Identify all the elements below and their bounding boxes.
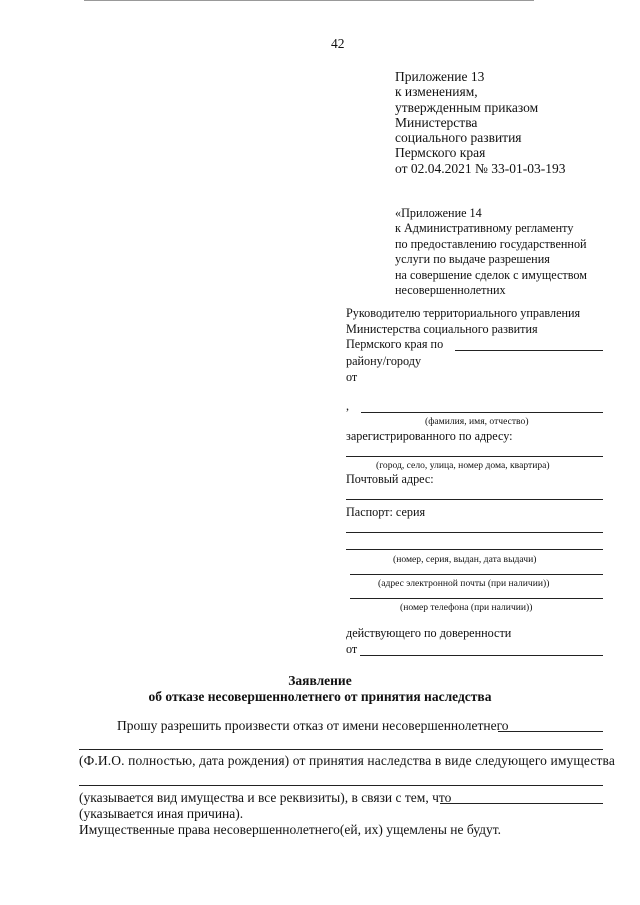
appendix-14-line: по предоставлению государственной bbox=[395, 236, 587, 251]
appendix-13-line: от 02.04.2021 № 33-01-03-193 bbox=[395, 160, 566, 176]
passport-label: Паспорт: серия bbox=[346, 505, 426, 519]
address-blank-line[interactable] bbox=[346, 456, 603, 457]
appendix-13-line: к изменениям, bbox=[395, 84, 478, 100]
phone-blank-line[interactable] bbox=[350, 598, 603, 599]
statement-paragraph-5: Имущественные права несовершеннолетнего(ей, их) ущемлены не будут. bbox=[79, 822, 502, 837]
phone-caption: (номер телефона (при наличии)) bbox=[400, 602, 533, 613]
statement-paragraph-2: (Ф.И.О. полностью, дата рождения) от принятия наследства в виде следующего имущества bbox=[79, 753, 615, 768]
email-caption: (адрес электронной почты (при наличии)) bbox=[378, 578, 550, 589]
address-caption: (город, село, улица, номер дома, квартира) bbox=[376, 460, 550, 471]
appendix-14-line: «Приложение 14 bbox=[395, 206, 482, 220]
statement-title: Заявление bbox=[288, 673, 352, 688]
reason-blank-line[interactable] bbox=[440, 803, 603, 804]
addressee-line-4: району/городу bbox=[346, 354, 422, 368]
statement-subtitle: об отказе несовершеннолетнего от принятия наследства bbox=[148, 689, 492, 704]
statement-paragraph-3: (указывается вид имущества и все реквизиты), в связи с тем, что bbox=[79, 790, 452, 805]
appendix-13-line: социального развития bbox=[395, 130, 522, 146]
property-blank-line[interactable] bbox=[79, 785, 603, 786]
postal-blank-line[interactable] bbox=[346, 499, 603, 500]
fio-caption: (фамилия, имя, отчество) bbox=[425, 416, 529, 427]
proxy-blank-line[interactable] bbox=[360, 655, 603, 656]
statement-paragraph-4: (указывается иная причина). bbox=[79, 806, 244, 821]
proxy-from-label: от bbox=[346, 642, 358, 656]
registered-address-label: зарегистрированного по адресу: bbox=[346, 429, 513, 443]
minor-name-blank-line-2[interactable] bbox=[79, 749, 603, 750]
minor-name-blank-line[interactable] bbox=[498, 731, 603, 732]
district-blank-line[interactable] bbox=[455, 350, 603, 351]
passport-blank-line-1[interactable] bbox=[346, 532, 603, 533]
appendix-13-block bbox=[395, 69, 565, 176]
postal-address-label: Почтовый адрес: bbox=[346, 472, 434, 486]
addressee-line-1: Руководителю территориального управления bbox=[346, 306, 581, 320]
addressee-line-2: Министерства социального развития bbox=[346, 322, 538, 336]
addressee-from-label: от bbox=[346, 370, 358, 384]
appendix-14-line: к Административному регламенту bbox=[395, 221, 574, 236]
page-number: 42 bbox=[331, 36, 345, 51]
appendix-13-line: Приложение 13 bbox=[395, 69, 485, 84]
fio-blank-line[interactable] bbox=[361, 412, 603, 413]
top-border-line bbox=[84, 0, 534, 1]
appendix-14-line: несовершеннолетних bbox=[395, 283, 506, 298]
appendix-13-line: Министерства bbox=[395, 114, 478, 130]
appendix-14-line: на совершение сделок с имуществом bbox=[395, 267, 587, 282]
passport-blank-line-2[interactable] bbox=[346, 549, 603, 550]
passport-caption: (номер, серия, выдан, дата выдачи) bbox=[393, 554, 537, 565]
comma-mark: , bbox=[346, 399, 350, 413]
statement-paragraph-1: Прошу разрешить произвести отказ от имени несовершеннолетнего bbox=[117, 718, 509, 733]
appendix-13-line: утвержденным приказом bbox=[395, 99, 539, 115]
addressee-line-3: Пермского края по bbox=[346, 337, 444, 351]
email-blank-line[interactable] bbox=[350, 574, 603, 575]
appendix-13-line: Пермского края bbox=[395, 145, 486, 161]
appendix-14-block bbox=[395, 206, 587, 298]
appendix-14-line: услуги по выдаче разрешения bbox=[395, 252, 550, 267]
proxy-label: действующего по доверенности bbox=[346, 626, 512, 640]
